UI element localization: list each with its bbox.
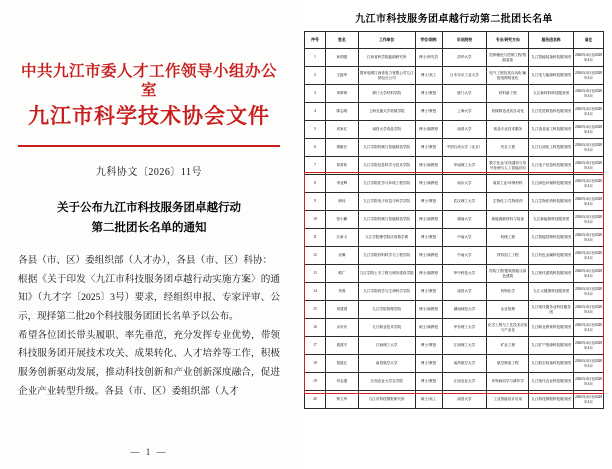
table-cell: 南昌航空大学 (358, 355, 415, 373)
table-cell: 九江学院电子信息与科学学院 (358, 193, 415, 211)
table-cell: 九江职业教育科技服务团 (529, 319, 574, 337)
table-row (305, 319, 604, 337)
table-cell: 2026年4月至2028年4月 (574, 265, 604, 283)
red-header-line-2: 九江市科学技术协会文件 (28, 103, 270, 128)
column-header: 专业/研究方向 (487, 32, 529, 49)
table-row (305, 175, 604, 193)
table-cell: 博士/副教授 (415, 121, 442, 139)
table-cell: 国家电网江西省电力有限公司九江供电分公司 (358, 67, 415, 85)
table-cell: 2026年4月至2028年4月 (574, 247, 604, 265)
table-cell: 1 (305, 49, 326, 67)
table-cell: 药物化学 (487, 283, 529, 301)
table-cell: 江西理工大学 (442, 337, 487, 355)
table-row (305, 337, 604, 355)
table-cell: 电气工程及其自动化/输配电网络优化 (487, 67, 529, 85)
red-header (18, 62, 280, 129)
table-cell: 易青松 (325, 157, 358, 175)
table-cell: 九江学院信息科学与技术学院 (358, 157, 415, 175)
table-cell: 博士/副教授 (415, 175, 442, 193)
body-paragraph: 根据《关于印发〈九江市科技服务团卓越行动实施方案〉的通知》（九才字〔2025〕3号）要求，经组织申报、专家评审、公示，现择第二批20个科技服务团团长名单予以公布。 (18, 273, 280, 322)
roster-table-title: 九江市科技服务团卓越行动第二批团长名单 (355, 14, 553, 25)
table-cell: 2026年4月至2028年4月 (574, 391, 604, 409)
table-cell: 航空制造工程 (487, 355, 529, 373)
table-cell: 湖南师范大学 (442, 301, 487, 319)
table-row (305, 211, 604, 229)
table-cell: 九江市科技情报研究所 (358, 391, 415, 409)
table-cell: 曾凯红 (325, 355, 358, 373)
table-cell: 九江有色金属科技服务团 (529, 247, 574, 265)
table-cell: 2026年4月至2028年4月 (574, 139, 604, 157)
table-row (305, 49, 604, 67)
table-cell: 博士/副教授 (415, 211, 442, 229)
table-cell: 安全工程 (487, 139, 529, 157)
body-paragraph: 希望各位团长带头履职、率先垂范，充分发挥专业优势，带领科技服务团开展技术攻关、成果转化、人才培养等工作，积极服务创新驱动发展，推动科技创新和产业创新深度融合，促进企业产业转型升级。各县（市、区）委组织部（人才 (18, 329, 280, 397)
document-title (18, 198, 280, 238)
table-cell: 17 (305, 337, 326, 355)
table-cell: 江西省科学院能源研究所 (358, 49, 415, 67)
table-cell: 中国石油大学（北京） (442, 139, 487, 157)
table-cell: 华中科技大学 (442, 265, 487, 283)
table-cell: 2026年4月至2028年4月 (574, 85, 604, 103)
table-row (305, 283, 604, 301)
table-cell: 九江现代建筑科技服务团 (529, 265, 574, 283)
column-header: 毕业院校 (442, 32, 487, 49)
table-cell: 2 (305, 67, 326, 85)
table-row (305, 247, 604, 265)
table-cell: 20 (305, 391, 326, 409)
table-cell: 机械工程 (487, 229, 529, 247)
table-cell: 华南理工大学 (442, 157, 487, 175)
table-cell: 企业管理 (487, 301, 529, 319)
table-cell: 博士/教授 (415, 193, 442, 211)
table-cell: 博士/教授 (415, 229, 442, 247)
table-cell: 控制理论与控制工程/智能装备 (487, 49, 529, 67)
table-cell: 9 (305, 193, 326, 211)
table-cell: 12 (305, 247, 326, 265)
table-cell: 九江职业技术学院 (358, 319, 415, 337)
table-cell: 九江现代服务业科技服务团 (529, 301, 574, 319)
table-cell: 5 (305, 121, 326, 139)
table-row (305, 67, 604, 85)
table-cell: 九江学院机械与智能制造学院 (358, 211, 415, 229)
table-cell: 江西理工大学 (358, 337, 415, 355)
table-cell: 日本东京工业大学 (442, 67, 487, 85)
document-body (18, 252, 280, 402)
page-number: — 1 — (130, 447, 168, 457)
table-cell: 2026年4月至2028年4月 (574, 337, 604, 355)
table-cell: 九江学院药学与生命科学学院 (358, 283, 415, 301)
table-cell: 余安东 (325, 319, 358, 337)
table-cell: 九江航空装备科技服务团 (529, 355, 574, 373)
table-cell: 7 (305, 157, 326, 175)
table-cell: 九江智能控制科技服务团 (529, 229, 574, 247)
table-cell: 吴琳 (325, 247, 358, 265)
table-row (305, 193, 604, 211)
table-cell: 2026年4月至2028年4月 (574, 301, 604, 319)
document-title-line-2: 第二批团长名单的通知 (91, 221, 207, 234)
table-cell: 九江电力能源科技服务团 (529, 67, 574, 85)
table-cell: 九江绿色环保科技服务团 (529, 175, 574, 193)
table-cell: 8 (305, 175, 326, 193)
table-cell: 10 (305, 211, 326, 229)
table-cell: 作物栽培学与耕作学 (487, 373, 529, 391)
left-document-panel (0, 0, 298, 469)
table-cell: 江西农业大学农学院 (358, 373, 415, 391)
table-row (305, 265, 604, 283)
table-cell: 厦门大学材料学院 (358, 85, 415, 103)
table-row (305, 157, 604, 175)
table-cell: 16 (305, 319, 326, 337)
table-cell: 硕士/高工 (415, 391, 442, 409)
table-cell: 上海交通大学机械学院 (358, 103, 415, 121)
table-cell: 3 (305, 85, 326, 103)
roster-table (304, 31, 604, 409)
table-cell: 化学工程与工艺技术应用与产业化 (487, 319, 529, 337)
table-cell: 博士/教授 (415, 103, 442, 121)
table-cell: 武汉理工大学 (442, 193, 487, 211)
table-cell: 15 (305, 301, 326, 319)
table-cell: 2026年4月至2028年4月 (574, 103, 604, 121)
table-cell: 九江学院土木工程与城市建设学院 (358, 265, 415, 283)
table-cell: 2026年4月至2028年4月 (574, 211, 604, 229)
table-cell: 南昌大学 (442, 121, 487, 139)
column-header: 服务团名称 (529, 32, 574, 49)
table-cell: 上海大学 (442, 103, 487, 121)
table-cell: 2026年4月至2028年4月 (574, 49, 604, 67)
table-cell: 中南大学 (442, 229, 487, 247)
table-cell: 18 (305, 355, 326, 373)
table-cell: 九江学院管理学院 (358, 301, 415, 319)
table-row (305, 103, 604, 121)
table-cell: 刘建国 (325, 301, 358, 319)
table-cell: 李燕 (325, 283, 358, 301)
roster-table-body (305, 49, 604, 409)
table-cell: 2026年4月至2028年4月 (574, 373, 604, 391)
table-cell: 邓家红 (325, 121, 358, 139)
table-cell: 2026年4月至2028年4月 (574, 193, 604, 211)
table-cell: 博士/副教授 (415, 157, 442, 175)
table-cell: 19 (305, 373, 326, 391)
roster-table-header (305, 32, 604, 49)
table-cell: 14 (305, 283, 326, 301)
table-row (305, 229, 604, 247)
table-row (305, 373, 604, 391)
table-cell: 博士/副教授 (415, 265, 442, 283)
table-cell: 九江学院理学院应用数学系 (358, 229, 415, 247)
table-cell: 博士/高工 (415, 67, 442, 85)
table-cell: 2026年4月至2028年4月 (574, 175, 604, 193)
table-cell: 材料加工工程 (487, 247, 529, 265)
table-cell: 湖南大学 (442, 211, 487, 229)
table-cell: 李梦琦 (325, 85, 358, 103)
table-cell: 九江新能源科技服务团 (529, 211, 574, 229)
table-cell: 中南大学 (442, 247, 487, 265)
table-cell: 九江学院化学与环境工程学院 (358, 175, 415, 193)
table-cell: 九江新材料科技服务团 (529, 85, 574, 103)
table-row (305, 139, 604, 157)
table-cell: 2026年4月至2028年4月 (574, 283, 604, 301)
table-cell: 11 (305, 229, 326, 247)
table-cell: 周质工业/环保材料 (487, 175, 529, 193)
table-cell: 熊广 (325, 265, 358, 283)
table-row (305, 121, 604, 139)
table-cell: 钟文华 (325, 391, 358, 409)
table-cell: 九江大健康科技服务团 (529, 283, 574, 301)
table-cell: 九江生物医药科技服务团 (529, 193, 574, 211)
table-cell: 2026年4月至2028年4月 (574, 157, 604, 175)
table-cell: 南昌大学 (442, 283, 487, 301)
table-cell: 江西农业大学 (442, 373, 487, 391)
column-header: 序号 (305, 32, 326, 49)
table-cell: 6 (305, 139, 326, 157)
column-header: 学位/职称 (415, 32, 442, 49)
table-cell: 张小鹏 (325, 211, 358, 229)
table-cell: 博士/研究员 (415, 49, 442, 67)
table-cell: 九江现代农业科技服务团 (529, 373, 574, 391)
body-paragraph: 各县（市、区）委组织部（人才办），各县（市、区）科协： (18, 254, 273, 266)
table-cell: 南昌大学食品学院 (358, 121, 415, 139)
red-header-line-1: 中共九江市委人才工作领导小组办公室 (20, 63, 277, 100)
column-header: 工作单位 (358, 32, 415, 49)
right-table-panel (298, 0, 612, 469)
table-cell: 2026年4月至2028年4月 (574, 355, 604, 373)
header-row (305, 32, 604, 49)
table-cell: 材料新工程 (487, 85, 529, 103)
table-cell: 博士/教授 (415, 337, 442, 355)
table-row (305, 391, 604, 409)
table-cell: 颜伟 (325, 193, 358, 211)
table-cell: 南京大学 (442, 175, 487, 193)
column-header: 姓名 (325, 32, 358, 49)
table-cell: 2026年4月至2028年4月 (574, 67, 604, 85)
table-cell: 九江电子信息科技服务团 (529, 157, 574, 175)
table-cell: 4 (305, 103, 326, 121)
table-cell: 数字化业/无线通信与信号处理与人工智能应用 (487, 157, 529, 175)
table-cell: 九江矿产资源科技服务团 (529, 337, 574, 355)
table-cell: 博士/副教授 (415, 301, 442, 319)
table-cell: 博士/教授 (415, 355, 442, 373)
table-cell: 九江食品加工科技服务团 (529, 121, 574, 139)
table-cell: 九江学院材料科学与工程学院 (358, 247, 415, 265)
table-cell: 2026年4月至2028年4月 (574, 121, 604, 139)
table-cell: 九江学院机械与智能制造学院 (358, 139, 415, 157)
table-cell: 食品专业技术服务 (487, 121, 529, 139)
table-cell: 硕士/副教授 (415, 319, 442, 337)
table-row (305, 301, 604, 319)
table-cell: 南昌大学 (442, 391, 487, 409)
table-cell: 博士/教授 (415, 283, 442, 301)
table-cell: 九江智能装备科技服务团 (529, 49, 574, 67)
table-cell: 工业智能设计应用 (487, 391, 529, 409)
table-cell: 生物化工/生物医药 (487, 193, 529, 211)
table-cell: 博士/副教授 (415, 247, 442, 265)
table-cell: 机械制造及其自动化 (487, 103, 529, 121)
table-cell: 博士/教授 (415, 85, 442, 103)
table-cell: 九江科技情报科技服务团 (529, 391, 574, 409)
table-cell: 肖志强 (325, 373, 358, 391)
table-cell: 王振华 (325, 67, 358, 85)
table-cell: 13 (305, 265, 326, 283)
table-cell: 2026年4月至2028年4月 (574, 229, 604, 247)
table-cell: 周建平 (325, 337, 358, 355)
document-title-line-1: 关于公布九江市科技服务团卓越行动 (57, 201, 241, 214)
table-cell: 矿业工程 (487, 337, 529, 355)
table-cell: 华东理工大学 (442, 319, 487, 337)
table-cell: 博士/教授 (415, 139, 442, 157)
table-cell: 新能源新材料与装备 (487, 211, 529, 229)
table-cell: 陈志明 (325, 103, 358, 121)
table-cell: 江承义 (325, 229, 358, 247)
table-cell: 2026年4月至2028年4月 (574, 319, 604, 337)
table-cell: 结构工程/建筑智能与绿色建筑 (487, 265, 529, 283)
table-cell: 清华大学 (442, 49, 487, 67)
table-cell: 厦门大学 (442, 85, 487, 103)
document-number: 九科协文〔2026〕11号 (95, 166, 203, 178)
table-cell: 孙国强 (325, 49, 358, 67)
table-row (305, 355, 604, 373)
table-cell: 九江石油化工科技服务团 (529, 139, 574, 157)
table-cell: 南昌航空大学 (442, 355, 487, 373)
red-divider-line (18, 145, 280, 147)
table-cell: 胡敏长 (325, 139, 358, 157)
table-cell: 李亚辉 (325, 175, 358, 193)
table-row (305, 85, 604, 103)
table-cell: 九江先进制造科技服务团 (529, 103, 574, 121)
column-header: 备注 (574, 32, 604, 49)
table-cell: 博士/教授 (415, 373, 442, 391)
